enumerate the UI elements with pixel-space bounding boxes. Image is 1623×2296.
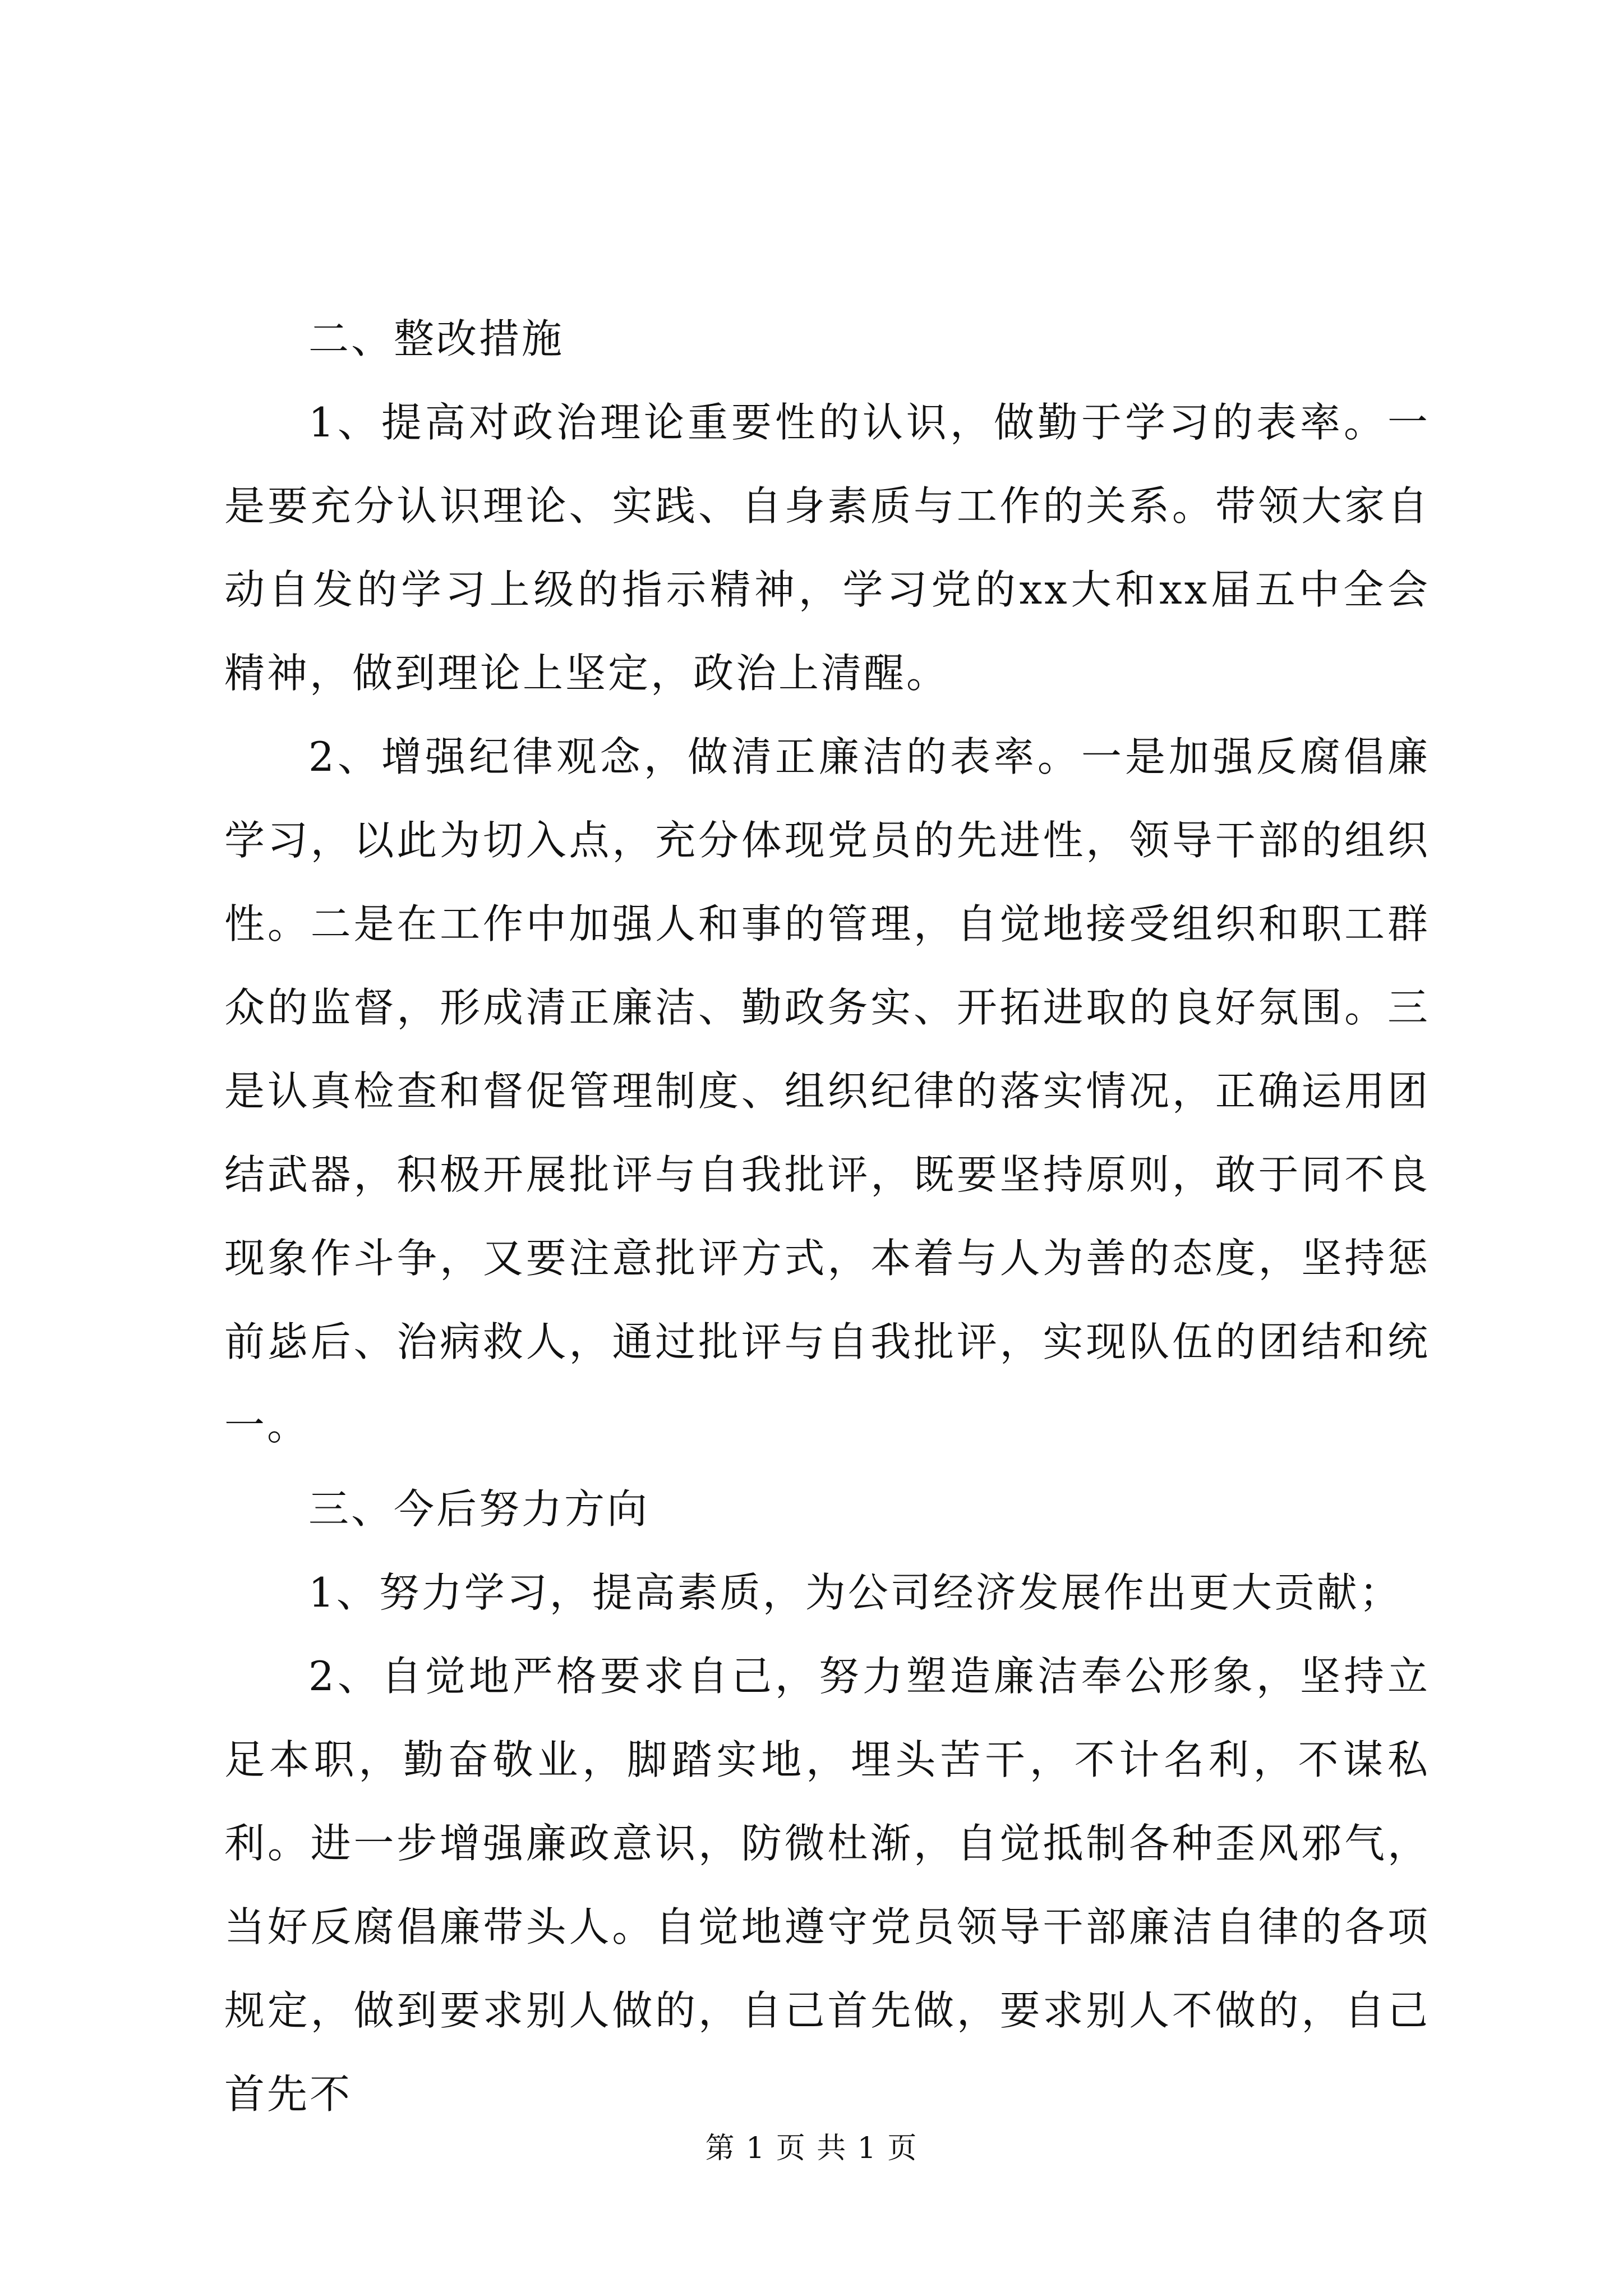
paragraph-theory-study: 1、提高对政治理论重要性的认识，做勤于学习的表率。一是要充分认识理论、实践、自身素质与工作的关系。带领大家自动自发的学习上级的指示精神，学习党的xx大和xx届五中全会精神，做到理论上坚定，政治上清醒。 <box>224 399 1430 697</box>
paragraph-self-discipline: 2、自觉地严格要求自己，努力塑造廉洁奉公形象，坚持立足本职，勤奋敬业，脚踏实地，埋头苦干，不计名利，不谋私利。进一步增强廉政意识，防微杜渐，自觉抵制各种歪风邪气，当好反腐倡廉带头人。自觉地遵守党员领导干部廉洁自律的各项规定，做到要求别人做的，自己首先做，要求别人不做的，自己首先不 <box>224 1653 1430 2118</box>
page-number-footer: 第 1 页 共 1 页 <box>705 2132 918 2165</box>
document-body <box>224 297 1430 2136</box>
section-heading-future-direction: 三、今后努力方向 <box>308 1485 650 1533</box>
section-heading-rectification-measures: 二、整改措施 <box>308 315 565 362</box>
paragraph-discipline: 2、增强纪律观念，做清正廉洁的表率。一是加强反腐倡廉学习，以此为切入点，充分体现党员的先进性，领导干部的组织性。二是在工作中加强人和事的管理，自觉地接受组织和职工群众的监督，形成清正廉洁、勤政务实、开拓进取的良好氛围。三是认真检查和督促管理制度、组织纪律的落实情况，正确运用团结武器，积极开展批评与自我批评，既要坚持原则，敢于同不良现象作斗争，又要注意批评方式，本着与人为善的态度，坚持惩前毖后、治病救人，通过批评与自我批评，实现队伍的团结和统一。 <box>224 733 1430 1449</box>
paragraph-study-improve: 1、努力学习，提高素质，为公司经济发展作出更大贡献； <box>308 1569 1402 1616</box>
